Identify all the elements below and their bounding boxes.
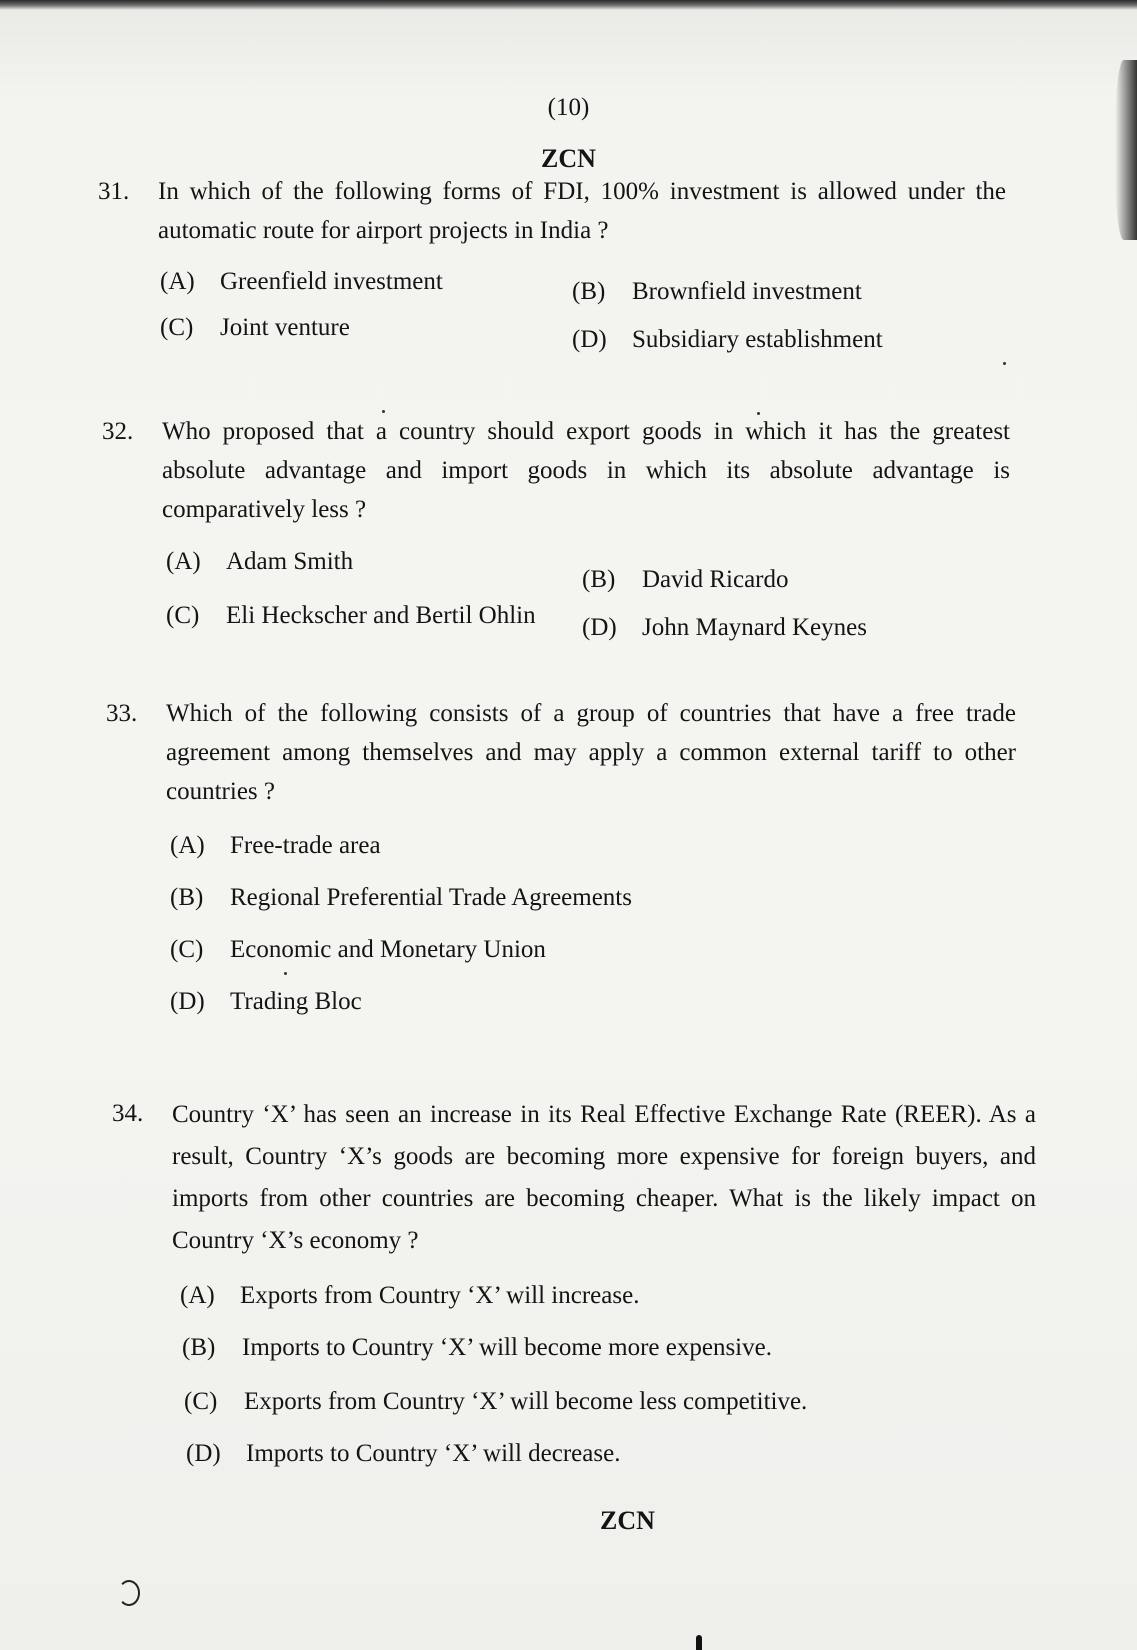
question-33 <box>106 694 1026 1024</box>
option-text: Subsidiary establishment <box>632 326 883 353</box>
option-text: Eli Heckscher and Bertil Ohlin <box>226 602 536 629</box>
option-letter: (D) <box>170 988 205 1015</box>
option-letter: (C) <box>160 314 194 341</box>
option-d <box>170 982 362 1021</box>
option-letter: (A) <box>180 1282 215 1309</box>
option-letter: (D) <box>582 614 617 641</box>
option-c <box>170 930 546 969</box>
option-text: Economic and Monetary Union <box>230 936 546 963</box>
option-text: Imports to Country ‘X’ will decrease. <box>246 1440 621 1467</box>
question-number: 33. <box>106 700 138 727</box>
option-letter: (D) <box>572 326 607 353</box>
option-b <box>182 1328 772 1367</box>
scan-speck <box>284 972 287 975</box>
option-d <box>186 1434 620 1473</box>
question-text: Who proposed that a country should export goods in which it has the greatest absolute advantage and import goods in which its absolute advantage is comparatively less ? <box>162 418 1010 523</box>
option-text: Imports to Country ‘X’ will become more expensive. <box>242 1334 772 1361</box>
option-letter: (D) <box>186 1440 221 1467</box>
question-text: Country ‘X’ has seen an increase in its Real Effective Exchange Rate (REER). As a result, Country ‘X’s goods are becoming more expensive for foreign buyers, and imports from other countries are becoming cheaper. What is the likely impact on Country ‘X’s economy ? <box>172 1101 1036 1254</box>
option-letter: (C) <box>166 602 200 629</box>
question-text: In which of the following forms of FDI, 100% investment is allowed under the automatic route for airport projects in India ? <box>158 178 1006 244</box>
option-text: Joint venture <box>220 314 350 341</box>
question-text: Which of the following consists of a group of countries that have a free trade agreement among themselves and may apply a common external tariff to other countries ? <box>166 700 1016 805</box>
option-text: Adam Smith <box>226 548 354 575</box>
option-text: Greenfield investment <box>220 268 443 295</box>
scan-mark-circle <box>118 1580 140 1606</box>
scan-mark-stroke <box>696 1635 702 1650</box>
option-d <box>582 608 867 647</box>
scan-speck <box>1003 362 1006 365</box>
option-letter: (B) <box>182 1334 216 1361</box>
question-number: 34. <box>112 1100 144 1127</box>
paper-code-header: ZCN <box>541 144 596 173</box>
option-letter: (B) <box>170 884 204 911</box>
option-text: David Ricardo <box>642 566 789 593</box>
question-number: 32. <box>102 418 134 445</box>
option-a <box>160 262 443 301</box>
option-b <box>582 560 788 599</box>
page-number: (10) <box>547 94 590 121</box>
option-b <box>572 272 862 311</box>
option-a <box>166 542 353 581</box>
question-31 <box>98 172 1018 362</box>
option-letter: (B) <box>582 566 616 593</box>
question-32 <box>102 412 1022 652</box>
option-text: Exports from Country ‘X’ will become less competitive. <box>244 1388 808 1415</box>
option-d <box>572 320 883 359</box>
option-c <box>166 596 536 635</box>
option-text: Trading Bloc <box>230 988 362 1015</box>
option-b <box>170 878 632 917</box>
question-34 <box>112 1094 1042 1494</box>
option-a <box>170 826 381 865</box>
option-letter: (A) <box>166 548 201 575</box>
option-letter: (B) <box>572 278 606 305</box>
scan-top-edge <box>0 0 1137 10</box>
paper-code-footer: ZCN <box>600 1506 655 1535</box>
option-letter: (C) <box>170 936 204 963</box>
option-letter: (A) <box>160 268 195 295</box>
option-text: Exports from Country ‘X’ will increase. <box>240 1282 640 1309</box>
option-c <box>160 308 350 347</box>
option-letter: (C) <box>184 1388 218 1415</box>
option-a <box>180 1276 639 1315</box>
option-text: Free-trade area <box>230 832 381 859</box>
option-letter: (A) <box>170 832 205 859</box>
question-number: 31. <box>98 178 130 205</box>
option-text: Regional Preferential Trade Agreements <box>230 884 632 911</box>
scan-speck <box>757 412 760 415</box>
option-text: Brownfield investment <box>632 278 862 305</box>
option-text: John Maynard Keynes <box>642 614 867 641</box>
option-c <box>184 1382 807 1421</box>
scan-speck <box>382 410 385 413</box>
